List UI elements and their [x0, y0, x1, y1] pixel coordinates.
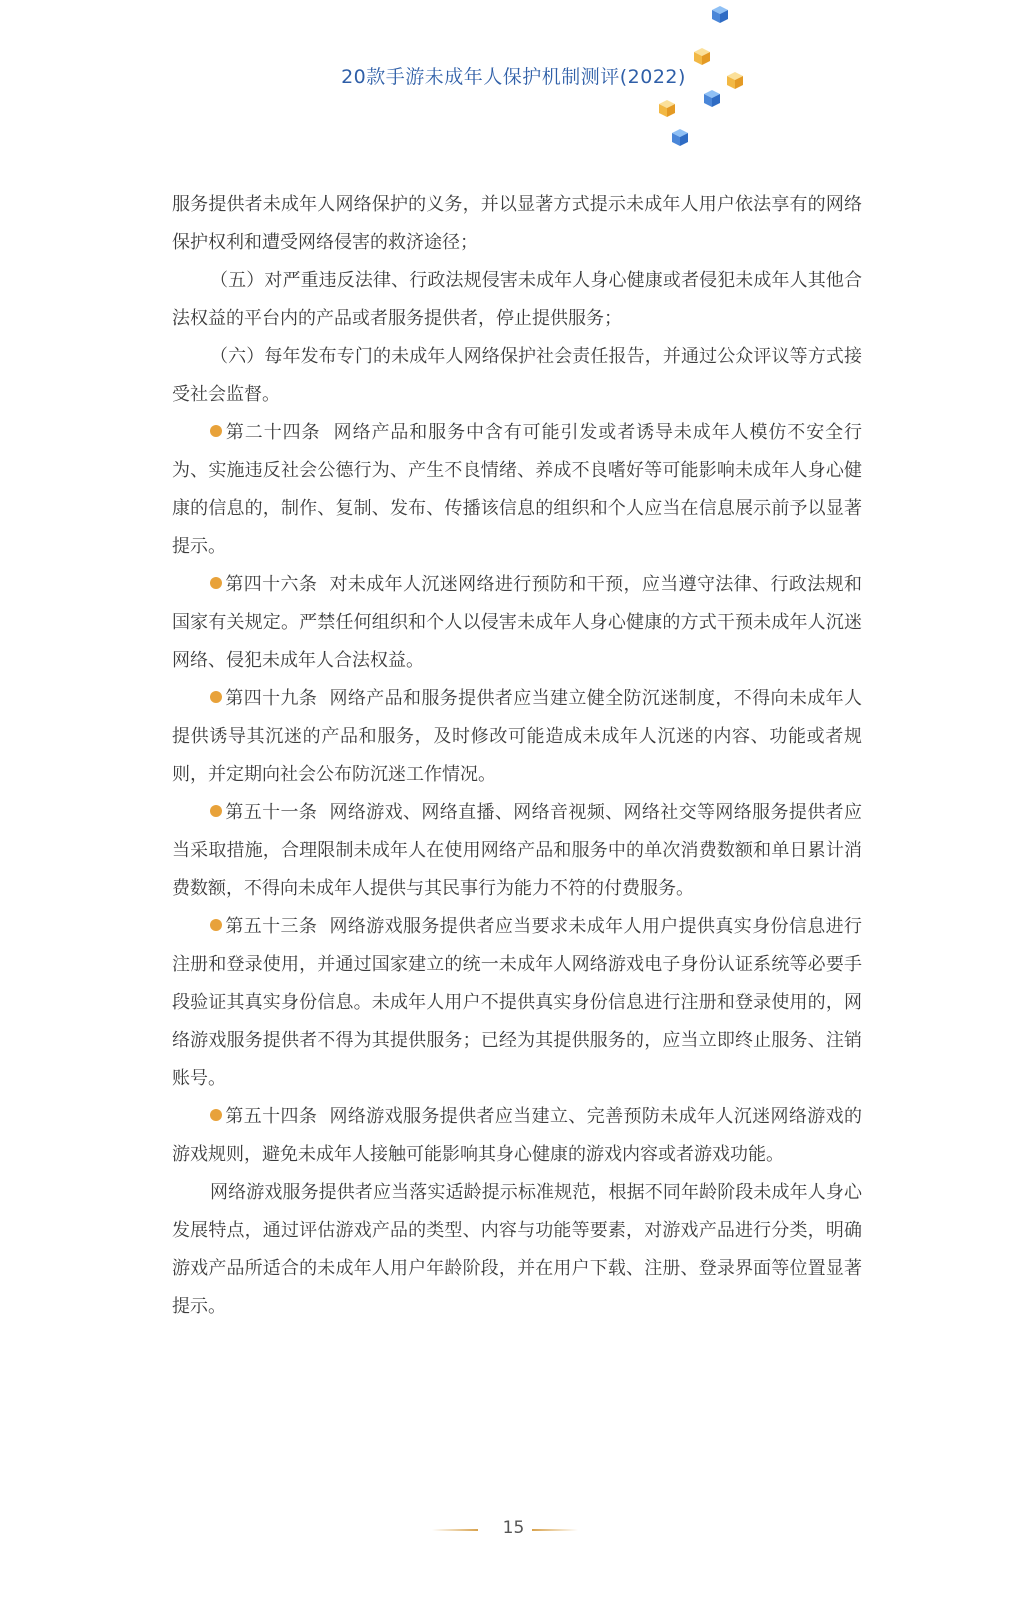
paragraph-text: 服务提供者未成年人网络保护的义务，并以显著方式提示未成年人用户依法享有的网络保护权利和遭受网络侵害的救济途径； [172, 194, 862, 253]
page-number: 15 [502, 1518, 525, 1538]
article-title: 第五十一条 [225, 802, 318, 823]
bullet-dot-icon [210, 1109, 222, 1121]
cube-cluster-icon [0, 0, 1027, 160]
article-text: 网络游戏服务提供者应当建立、完善预防未成年人沉迷网络游戏的游戏规则，避免未成年人接触可能影响其身心健康的游戏内容或者游戏功能。 [172, 1106, 863, 1165]
cube-blue-bottom [672, 129, 688, 146]
cube-blue-mid [704, 90, 720, 107]
bullet-dot-icon [210, 805, 222, 817]
article-53 [172, 908, 862, 1098]
paragraph-text: 网络游戏服务提供者应当落实适龄提示标准规范，根据不同年龄阶段未成年人身心发展特点，通过评估游戏产品的类型、内容与功能等要素，对游戏产品进行分类，明确游戏产品所适合的未成年人用户年龄阶段，并在用户下载、注册、登录界面等位置显著提示。 [172, 1182, 862, 1317]
article-title: 第四十九条 [225, 688, 318, 709]
article-title: 第五十四条 [225, 1106, 318, 1127]
article-text: 网络产品和服务提供者应当建立健全防沉迷制度，不得向未成年人提供诱导其沉迷的产品和服务，及时修改可能造成未成年人沉迷的内容、功能或者规则，并定期向社会公布防沉迷工作情况。 [172, 688, 863, 785]
article-24 [172, 414, 862, 566]
footer-right-rule [532, 1529, 578, 1531]
paragraph-age-rating [172, 1174, 862, 1326]
page-header-title: 20款手游未成年人保护机制测评(2022) [341, 66, 686, 88]
article-title: 第二十四条 [225, 422, 321, 443]
page-footer [0, 1518, 1027, 1542]
cube-gold-2 [727, 72, 743, 89]
article-54 [172, 1098, 862, 1174]
bullet-dot-icon [210, 919, 222, 931]
paragraph-item-6 [172, 338, 862, 414]
paragraph-item-5 [172, 262, 862, 338]
bullet-dot-icon [210, 577, 222, 589]
article-text: 网络游戏服务提供者应当要求未成年人用户提供真实身份信息进行注册和登录使用，并通过国家建立的统一未成年人网络游戏电子身份认证系统等必要手段验证其真实身份信息。未成年人用户不提供真实身份信息进行注册和登录使用的，网络游戏服务提供者不得为其提供服务；已经为其提供服务的，应当立即终止服务、注销账号。 [172, 916, 863, 1089]
article-51 [172, 794, 862, 908]
article-title: 第四十六条 [225, 574, 318, 595]
article-text: 对未成年人沉迷网络进行预防和干预，应当遵守法律、行政法规和国家有关规定。严禁任何组织和个人以侵害未成年人身心健康的方式干预未成年人沉迷网络、侵犯未成年人合法权益。 [172, 574, 863, 671]
bullet-dot-icon [210, 691, 222, 703]
article-49 [172, 680, 862, 794]
article-text: 网络产品和服务中含有可能引发或者诱导未成年人模仿不安全行为、实施违反社会公德行为、产生不良情绪、养成不良嗜好等可能影响未成年人身心健康的信息的，制作、复制、发布、传播该信息的组织和个人应当在信息展示前予以显著提示。 [172, 422, 863, 557]
document-body [172, 186, 862, 1326]
paragraph-continuation [172, 186, 862, 262]
bullet-dot-icon [210, 425, 222, 437]
article-title: 第五十三条 [225, 916, 318, 937]
cube-gold-3 [659, 100, 675, 117]
cube-blue-top [712, 6, 728, 23]
article-46 [172, 566, 862, 680]
cube-gold-1 [694, 48, 710, 65]
paragraph-text: （六）每年发布专门的未成年人网络保护社会责任报告，并通过公众评议等方式接受社会监督。 [172, 346, 862, 405]
paragraph-text: （五）对严重违反法律、行政法规侵害未成年人身心健康或者侵犯未成年人其他合法权益的平台内的产品或者服务提供者，停止提供服务； [172, 270, 862, 329]
article-text: 网络游戏、网络直播、网络音视频、网络社交等网络服务提供者应当采取措施，合理限制未成年人在使用网络产品和服务中的单次消费数额和单日累计消费数额，不得向未成年人提供与其民事行为能力不符的付费服务。 [172, 802, 863, 899]
